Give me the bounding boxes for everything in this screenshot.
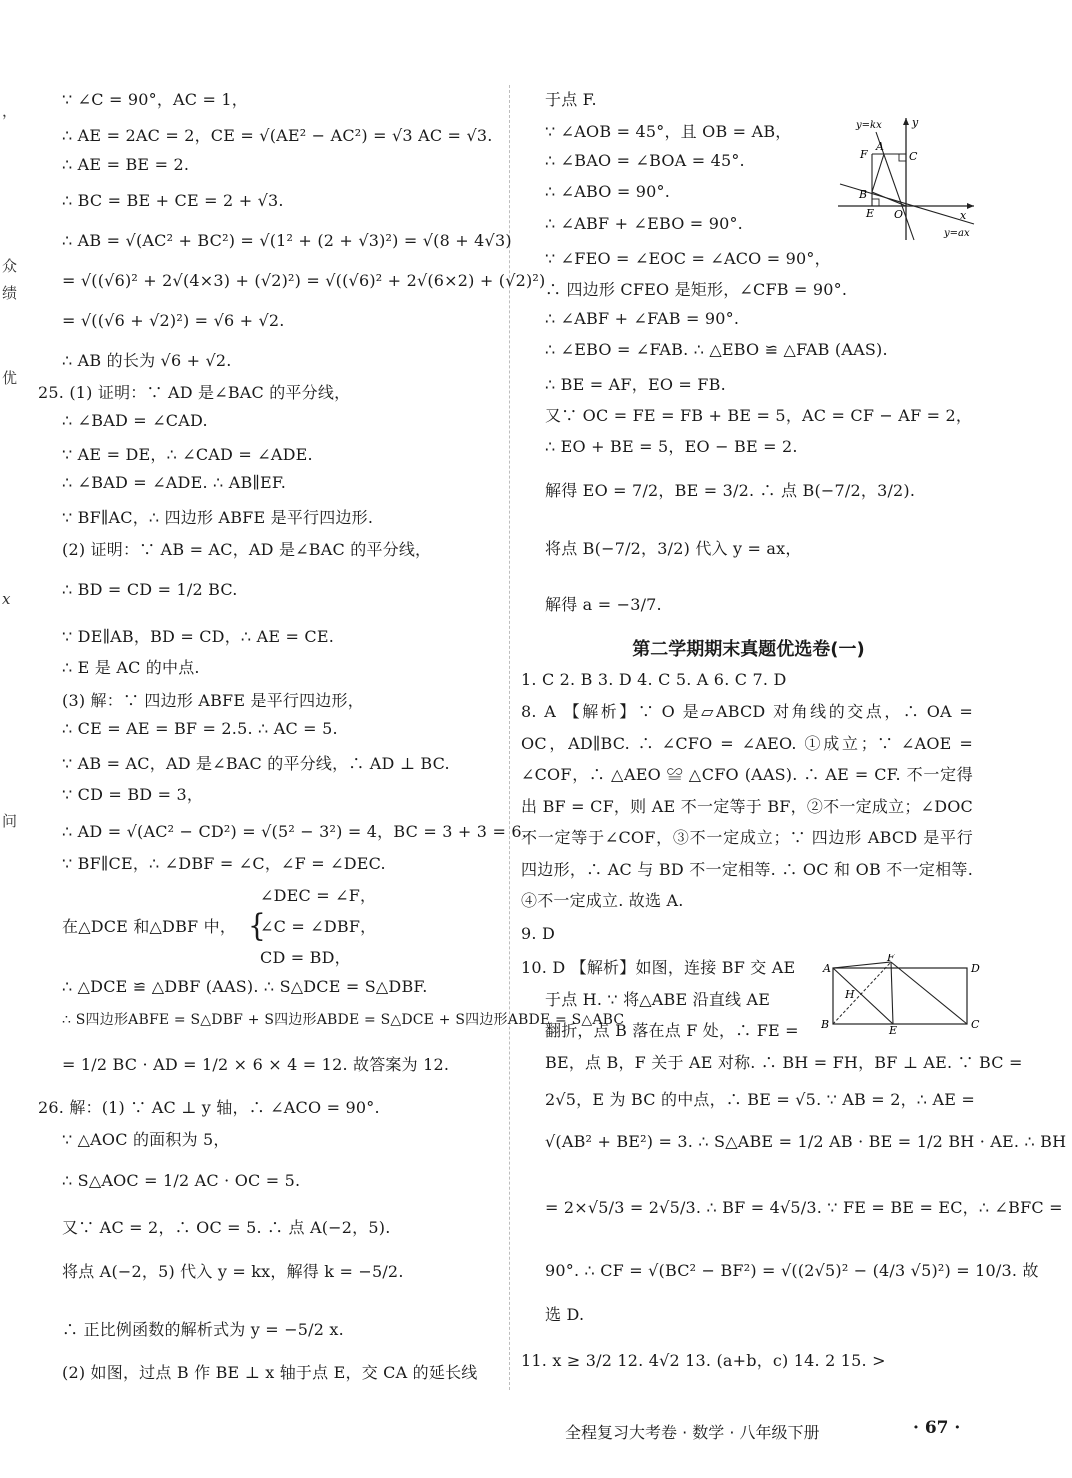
- solution-line: ∴ 四边形 CFEO 是矩形，∠CFB = 90°.: [545, 280, 848, 299]
- solution-line: 将点 B(−7/2，3/2) 代入 y = ax，: [545, 539, 802, 558]
- question-26-heading: 26. 解：(1) ∵ AC ⊥ y 轴，∴ ∠ACO = 90°.: [38, 1098, 380, 1117]
- fig1-label: x: [960, 209, 967, 222]
- fig2-label: E: [889, 1024, 898, 1034]
- solution-line: 又∵ OC = FE = FB + BE = 5，AC = CF − AF = 2，: [545, 406, 973, 425]
- system-line: CD = BD，: [260, 948, 351, 967]
- solution-line: ∴ S四边形ABFE = S△DBF + S四边形ABDE = S△DCE + S四边形ABDE = S△ABC: [62, 1012, 625, 1028]
- solution-line: ∵ DE∥AB，BD = CD，∴ AE = CE.: [62, 627, 334, 646]
- margin-char: 问: [2, 812, 18, 830]
- fig2-label: C: [971, 1018, 980, 1031]
- q10-line: 10. D 【解析】如图，连接 BF 交 AE: [521, 958, 796, 977]
- q10-line: 2√5，E 为 BC 的中点，∴ BE = √5. ∵ AB = 2，∴ AE =: [545, 1090, 975, 1109]
- fig2-label: H: [845, 988, 855, 1001]
- solution-line: ∴ AE = BE = 2.: [62, 155, 190, 174]
- fig2-label: D: [971, 962, 980, 975]
- fig1-label: A: [876, 140, 884, 153]
- solution-line: ∴ AB 的长为 √6 + √2.: [62, 351, 232, 370]
- solution-line: ∴ AB = √(AC² + BC²) = √(1² + (2 + √3)²) = √(8 + 4√3): [62, 231, 512, 250]
- q10-line: = 2×√5/3 = 2√5/3. ∴ BF = 4√5/3. ∵ FE = BE = EC，∴ ∠BFC =: [545, 1198, 1063, 1217]
- q10-line: √(AB² + BE²) = 3. ∴ S△ABE = 1/2 AB · BE = 1/2 BH · AE. ∴ BH: [545, 1132, 1067, 1151]
- fig1-label: y: [912, 116, 919, 129]
- solution-line: ∵ ∠C = 90°，AC = 1，: [62, 90, 249, 109]
- margin-char: 绩: [2, 284, 18, 302]
- margin-strip: [0, 0, 22, 1478]
- system-line: ∠C = ∠DBF，: [260, 917, 377, 936]
- solution-line: ∵ AB = AC，AD 是∠BAC 的平分线，∴ AD ⊥ BC.: [62, 754, 450, 773]
- solution-line: ∴ ∠EBO = ∠FAB. ∴ △EBO ≌ △FAB (AAS).: [545, 340, 888, 359]
- solution-line: ∴ E 是 AC 的中点.: [62, 658, 200, 677]
- solution-line: = √((√6)² + 2√(4×3) + (√2)²) = √((√6)² + 2√(6×2) + (√2)²): [62, 271, 546, 290]
- answers-row-1: 1. C 2. B 3. D 4. C 5. A 6. C 7. D: [521, 670, 787, 689]
- fig1-label: E: [866, 207, 875, 220]
- question-25-heading: 25. (1) 证明：∵ AD 是∠BAC 的平分线，: [38, 383, 351, 402]
- left-brace: {: [248, 907, 267, 944]
- coordinate-figure: [836, 114, 978, 242]
- solution-line: ∴ ∠BAD = ∠ADE. ∴ AB∥EF.: [62, 473, 286, 492]
- solution-line: 又∵ AC = 2，∴ OC = 5. ∴ 点 A(−2，5).: [62, 1218, 391, 1237]
- fig1-label: C: [909, 150, 918, 163]
- solution-line: = 1/2 BC · AD = 1/2 × 6 × 4 = 12. 故答案为 12.: [62, 1055, 450, 1074]
- q10-line: 90°. ∴ CF = √(BC² − BF²) = √((2√5)² − (4/3 √5)²) = 10/3. 故: [545, 1261, 1039, 1280]
- solution-line: ∴ 正比例函数的解析式为 y = −5/2 x.: [62, 1320, 344, 1339]
- answers-row-2: 11. x ≥ 3/2 12. 4√2 13. (a+b，c) 14. 2 15. >: [521, 1351, 886, 1370]
- page-number: · 67 ·: [913, 1418, 961, 1438]
- q10-line: 选 D.: [545, 1305, 585, 1324]
- solution-line: = √((√6 + √2)²) = √6 + √2.: [62, 311, 285, 330]
- q10-line: BE，点 B，F 关于 AE 对称. ∴ BH = FH，BF ⊥ AE. ∵ BC =: [545, 1053, 1023, 1072]
- fig2-label: B: [821, 1018, 830, 1031]
- solution-line: ∵ ∠FEO = ∠EOC = ∠ACO = 90°，: [545, 249, 831, 268]
- q10-line: 翻折，点 B 落在点 F 处，∴ FE =: [545, 1021, 799, 1040]
- solution-line: ∴ EO + BE = 5，EO − BE = 2.: [545, 437, 798, 456]
- margin-char: x: [2, 590, 11, 608]
- question-9-answer: 9. D: [521, 924, 555, 943]
- margin-char: 众: [2, 257, 18, 275]
- solution-line: ∵ BF∥CE，∴ ∠DBF = ∠C，∠F = ∠DEC.: [62, 854, 386, 873]
- solution-line: ∴ ∠BAO = ∠BOA = 45°.: [545, 151, 745, 170]
- solution-line: ∴ AE = 2AC = 2，CE = √(AE² − AC²) = √3 AC = √3.: [62, 126, 493, 145]
- solution-line: ∴ ∠ABF + ∠EBO = 90°.: [545, 214, 743, 233]
- system-line: ∠DEC = ∠F，: [260, 886, 377, 905]
- fig1-label: y=ax: [944, 228, 970, 239]
- question-8-analysis: 8. A 【解析】∵ O 是▱ABCD 对角线的交点，∴ OA = OC，AD∥BC. ∴ ∠CFO = ∠AEO. ①成立；∵ ∠AOE = ∠COF，∴ △AEO ≌ △CFO (AAS). ∴ AE = CF. 不一定得出 BF = CF，则 AE 不一定等于 BF，②不一定成立；∠DOC 不一定等于∠COF，③不一定成立；∵ 四边形 ABCD 是平行四边形，∴ AC 与 BD 不一定相等. ∴ OC 和 OB 不一定相等. ④不一定成立. 故选 A.: [521, 702, 973, 910]
- solution-line: ∴ BE = AF，EO = FB.: [545, 375, 726, 394]
- solution-line: ∴ ∠ABF + ∠FAB = 90°.: [545, 309, 740, 328]
- fig1-label: F: [860, 148, 868, 161]
- fig2-label: F: [887, 954, 895, 964]
- rectangle-fold-figure: [821, 954, 981, 1034]
- solution-line: ∴ ∠ABO = 90°.: [545, 182, 671, 201]
- solution-line: ∴ △DCE ≌ △DBF (AAS). ∴ S△DCE = S△DBF.: [62, 977, 428, 996]
- solution-line: 将点 A(−2，5) 代入 y = kx，解得 k = −5/2.: [62, 1262, 404, 1281]
- solution-line: ∴ S△AOC = 1/2 AC · OC = 5.: [62, 1171, 301, 1190]
- solution-line: ∴ BC = BE + CE = 2 + √3.: [62, 191, 284, 210]
- solution-line: (3) 解：∵ 四边形 ABFE 是平行四边形，: [62, 691, 364, 710]
- solution-line: (2) 证明：∵ AB = AC，AD 是∠BAC 的平分线，: [62, 540, 432, 559]
- fig1-label: y=kx: [856, 120, 882, 131]
- solution-line: ∵ BF∥AC，∴ 四边形 ABFE 是平行四边形.: [62, 508, 374, 527]
- footer-book-title: 全程复习大考卷 · 数学 · 八年级下册: [565, 1423, 820, 1442]
- solution-line: ∴ ∠BAD = ∠CAD.: [62, 411, 208, 430]
- solution-line: 解得 EO = 7/2，BE = 3/2. ∴ 点 B(−7/2，3/2).: [545, 481, 916, 500]
- solution-line: (2) 如图，过点 B 作 BE ⊥ x 轴于点 E，交 CA 的延长线: [62, 1363, 478, 1382]
- solution-line: ∴ CE = AE = BF = 2.5. ∴ AC = 5.: [62, 719, 338, 738]
- solution-line: ∵ AE = DE，∴ ∠CAD = ∠ADE.: [62, 445, 313, 464]
- solution-line: ∴ BD = CD = 1/2 BC.: [62, 580, 238, 599]
- solution-line: ∵ ∠AOB = 45°，且 OB = AB，: [545, 122, 792, 141]
- solution-line: ∵ △AOC 的面积为 5，: [62, 1130, 230, 1149]
- section-title: 第二学期期末真题优选卷(一): [632, 639, 865, 660]
- solution-line: ∵ CD = BD = 3，: [62, 785, 204, 804]
- fig2-label: A: [823, 962, 831, 975]
- q10-line: 于点 H. ∵ 将△ABE 沿直线 AE: [545, 990, 771, 1009]
- solution-line: 于点 F.: [545, 90, 597, 109]
- margin-char: ，: [2, 102, 18, 120]
- margin-char: 优: [2, 369, 18, 387]
- fig1-label: B: [859, 188, 868, 201]
- solution-line: 解得 a = −3/7.: [545, 595, 662, 614]
- solution-line: 在△DCE 和△DBF 中，: [62, 917, 237, 936]
- fig1-label: O: [894, 208, 904, 221]
- solution-line: ∴ AD = √(AC² − CD²) = √(5² − 3²) = 4，BC = 3 + 3 = 6.: [62, 822, 528, 841]
